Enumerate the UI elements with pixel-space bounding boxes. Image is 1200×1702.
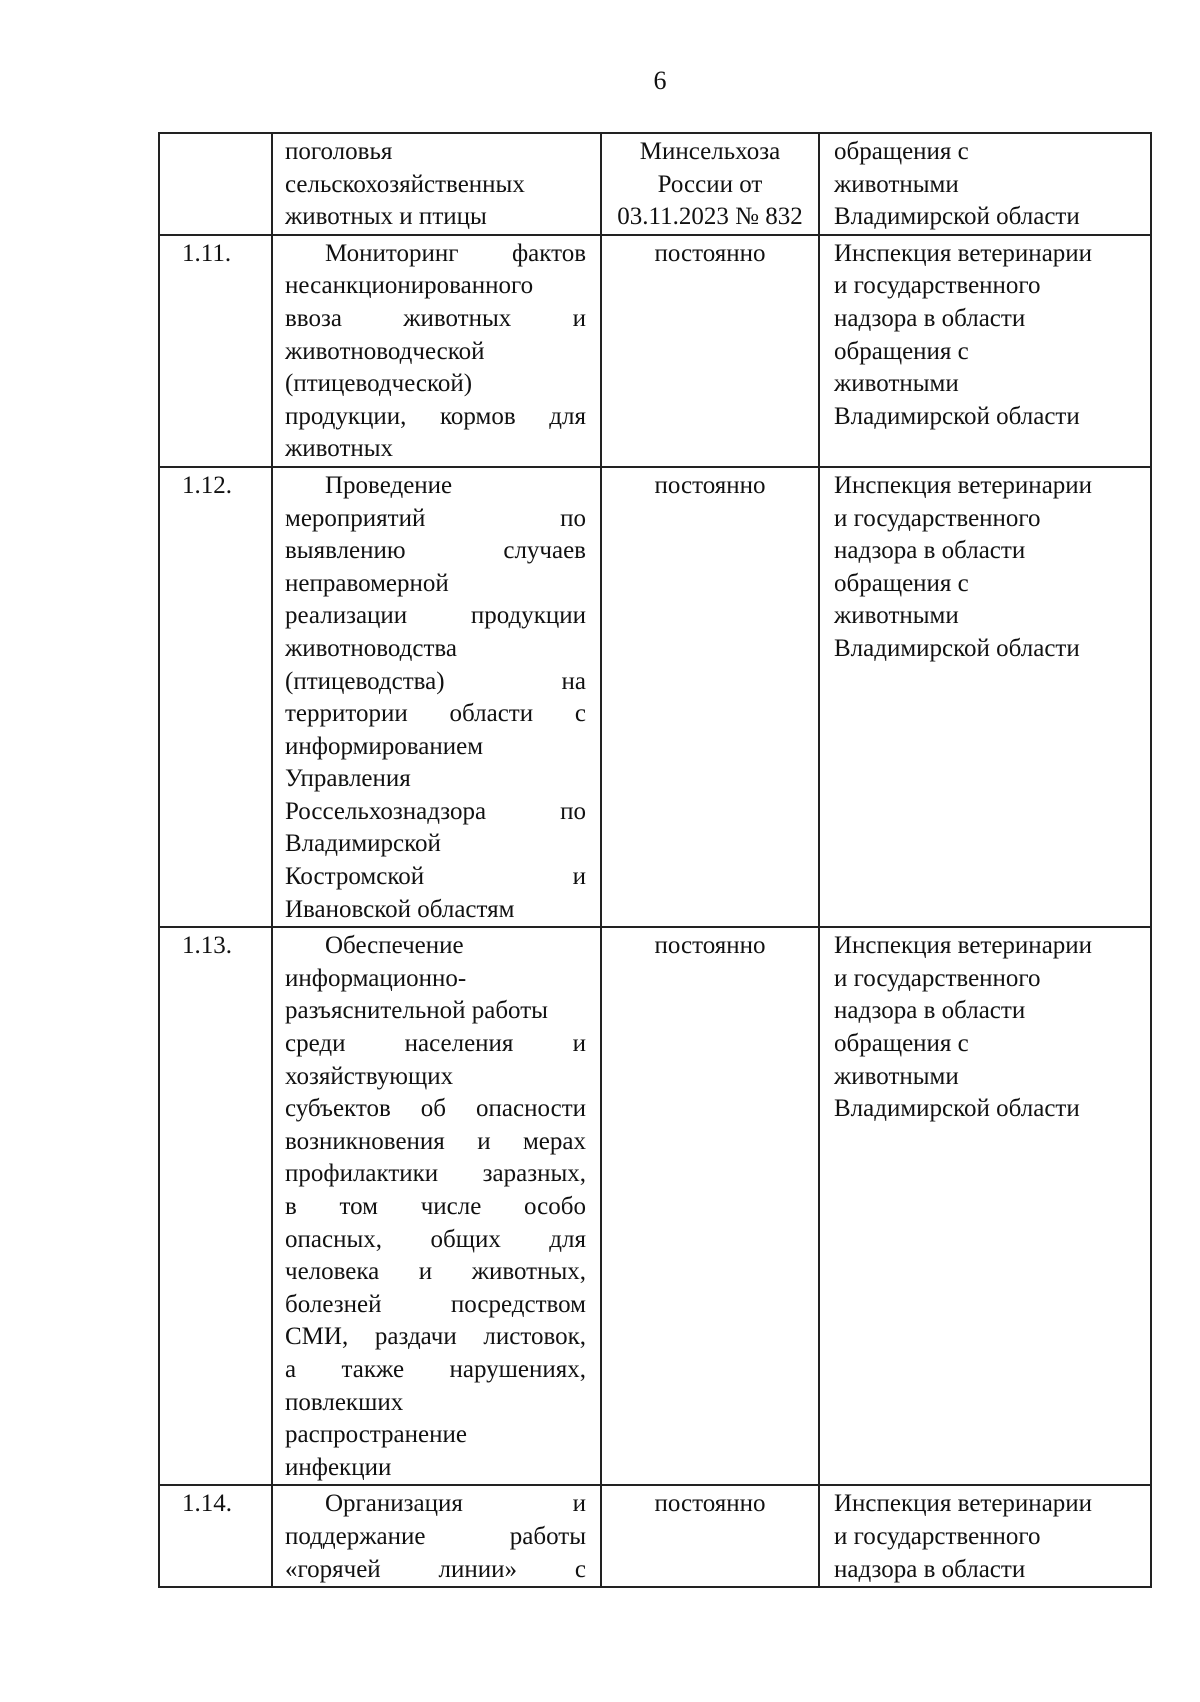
event-text-line: Обеспечение	[325, 932, 464, 960]
term-text-line: постоянно	[654, 471, 766, 499]
term-text-line: постоянно	[654, 932, 766, 960]
event-text-line: животных и птицы	[285, 203, 487, 231]
responsible-text-line: Инспекция ветеринарии	[834, 1490, 1093, 1518]
event-text-line: животных	[285, 435, 394, 463]
event-text-line: человека и животных,	[285, 1258, 586, 1286]
table-row	[159, 467, 1151, 927]
responsible-text-line: Инспекция ветеринарии	[834, 471, 1093, 499]
row-number: 1.12.	[182, 471, 232, 499]
event-text-line: животноводческой	[285, 337, 485, 365]
event-text-line: территории области с	[285, 700, 586, 728]
event-text-line: поголовья	[285, 138, 393, 165]
event-text-line: Управления	[285, 765, 411, 793]
responsible-text-line: животными	[834, 602, 959, 630]
responsible-text-line: обращения с	[834, 1030, 969, 1058]
responsible-text-line: Владимирской области	[834, 402, 1080, 430]
page-number: 6	[653, 66, 667, 95]
event-text-line: повлекших	[285, 1388, 404, 1416]
responsible-text-line: и государственного	[834, 272, 1041, 300]
event-text-line: информационно-	[285, 964, 467, 992]
event-text-line: информированием	[285, 732, 484, 760]
event-text-line: Организация и	[325, 1490, 586, 1518]
table-row	[159, 1485, 1151, 1587]
event-text-line: (птицеводства) на	[285, 667, 586, 695]
event-text-line: болезней посредством	[285, 1290, 586, 1318]
event-text-line: «горячей линии» с	[285, 1555, 586, 1583]
responsible-text-line: Владимирской области	[834, 634, 1080, 662]
event-text-line: субъектов об опасности	[285, 1095, 586, 1123]
row-number: 1.14.	[182, 1490, 232, 1518]
responsible-text-line: и государственного	[834, 964, 1041, 992]
term-cell	[601, 1485, 819, 1587]
table-row	[159, 927, 1151, 1485]
responsible-text-line: животными	[834, 170, 959, 198]
responsible-text-line: обращения с	[834, 569, 969, 597]
event-text-line: реализации продукции	[285, 602, 586, 630]
term-cell	[601, 133, 819, 235]
event-text-line: возникновения и мерах	[285, 1127, 586, 1155]
event-cell	[272, 1485, 601, 1587]
responsible-text-line: Владимирской области	[834, 203, 1080, 231]
row-number: 1.11.	[182, 239, 232, 267]
responsible-text-line: Инспекция ветеринарии	[834, 932, 1093, 960]
responsible-text-line: надзора в области	[834, 304, 1026, 332]
event-text-line: разъяснительной работы	[285, 997, 548, 1025]
table-row	[159, 133, 1151, 235]
row-number-cell	[159, 467, 272, 927]
term-text-line: 03.11.2023 № 832	[617, 203, 803, 231]
event-text-line: (птицеводческой)	[285, 370, 473, 398]
row-number-cell	[159, 133, 272, 235]
term-cell	[601, 235, 819, 467]
event-text-line: Мониторинг фактов	[325, 239, 586, 267]
measures-table-body	[159, 133, 1151, 1587]
term-text-line: постоянно	[654, 1490, 766, 1518]
event-text-line: профилактики заразных,	[285, 1160, 586, 1188]
event-text-line: несанкционированного	[285, 272, 534, 300]
event-text-line: опасных, общих для	[285, 1225, 586, 1253]
event-text-line: Ивановской областям	[285, 895, 515, 923]
row-number: 1.13.	[182, 932, 232, 960]
event-cell	[272, 467, 601, 927]
measures-table	[158, 132, 1152, 1588]
term-text-line: России от	[657, 170, 763, 198]
responsible-cell	[819, 467, 1151, 927]
event-text-line: ввоза животных и	[285, 304, 586, 332]
event-text-line: СМИ, раздачи листовок,	[285, 1323, 586, 1351]
event-cell	[272, 235, 601, 467]
event-text-line: поддержание работы	[285, 1522, 586, 1550]
term-cell	[601, 927, 819, 1485]
responsible-text-line: надзора в области	[834, 1555, 1026, 1583]
event-text-line: сельскохозяйственных	[285, 170, 525, 198]
table-row	[159, 235, 1151, 467]
responsible-cell	[819, 1485, 1151, 1587]
row-number-cell	[159, 235, 272, 467]
row-number-cell	[159, 927, 272, 1485]
event-text-line: продукции, кормов для	[285, 402, 586, 430]
responsible-text-line: и государственного	[834, 1522, 1041, 1550]
event-cell	[272, 927, 601, 1485]
responsible-text-line: и государственного	[834, 504, 1041, 532]
event-text-line: Владимирской	[285, 830, 441, 858]
responsible-text-line: Инспекция ветеринарии	[834, 239, 1093, 267]
event-text-line: животноводства	[285, 634, 457, 662]
responsible-cell	[819, 235, 1151, 467]
event-text-line: в том числе особо	[285, 1193, 586, 1220]
event-text-line: распространение	[285, 1421, 467, 1449]
event-text-line: Россельхознадзора по	[285, 797, 586, 825]
responsible-text-line: животными	[834, 370, 959, 398]
event-text-line: выявлению случаев	[285, 537, 586, 565]
responsible-text-line: надзора в области	[834, 537, 1026, 565]
event-cell	[272, 133, 601, 235]
event-text-line: Костромской и	[285, 863, 586, 891]
row-number-cell	[159, 1485, 272, 1587]
event-text-line: среди населения и	[285, 1030, 586, 1058]
responsible-text-line: животными	[834, 1062, 959, 1090]
event-text-line: мероприятий по	[285, 504, 586, 532]
event-text-line: инфекции	[285, 1453, 392, 1481]
responsible-text-line: обращения с	[834, 337, 969, 365]
responsible-text-line: Владимирской области	[834, 1095, 1080, 1123]
event-text-line: Проведение	[325, 471, 453, 499]
responsible-text-line: надзора в области	[834, 997, 1026, 1025]
event-text-line: а также нарушениях,	[285, 1355, 586, 1383]
term-text-line: Минсельхоза	[639, 138, 781, 165]
event-text-line: неправомерной	[285, 569, 449, 597]
event-text-line: хозяйствующих	[285, 1062, 454, 1090]
responsible-cell	[819, 133, 1151, 235]
term-text-line: постоянно	[654, 239, 766, 267]
term-cell	[601, 467, 819, 927]
responsible-cell	[819, 927, 1151, 1485]
responsible-text-line: обращения с	[834, 138, 969, 165]
